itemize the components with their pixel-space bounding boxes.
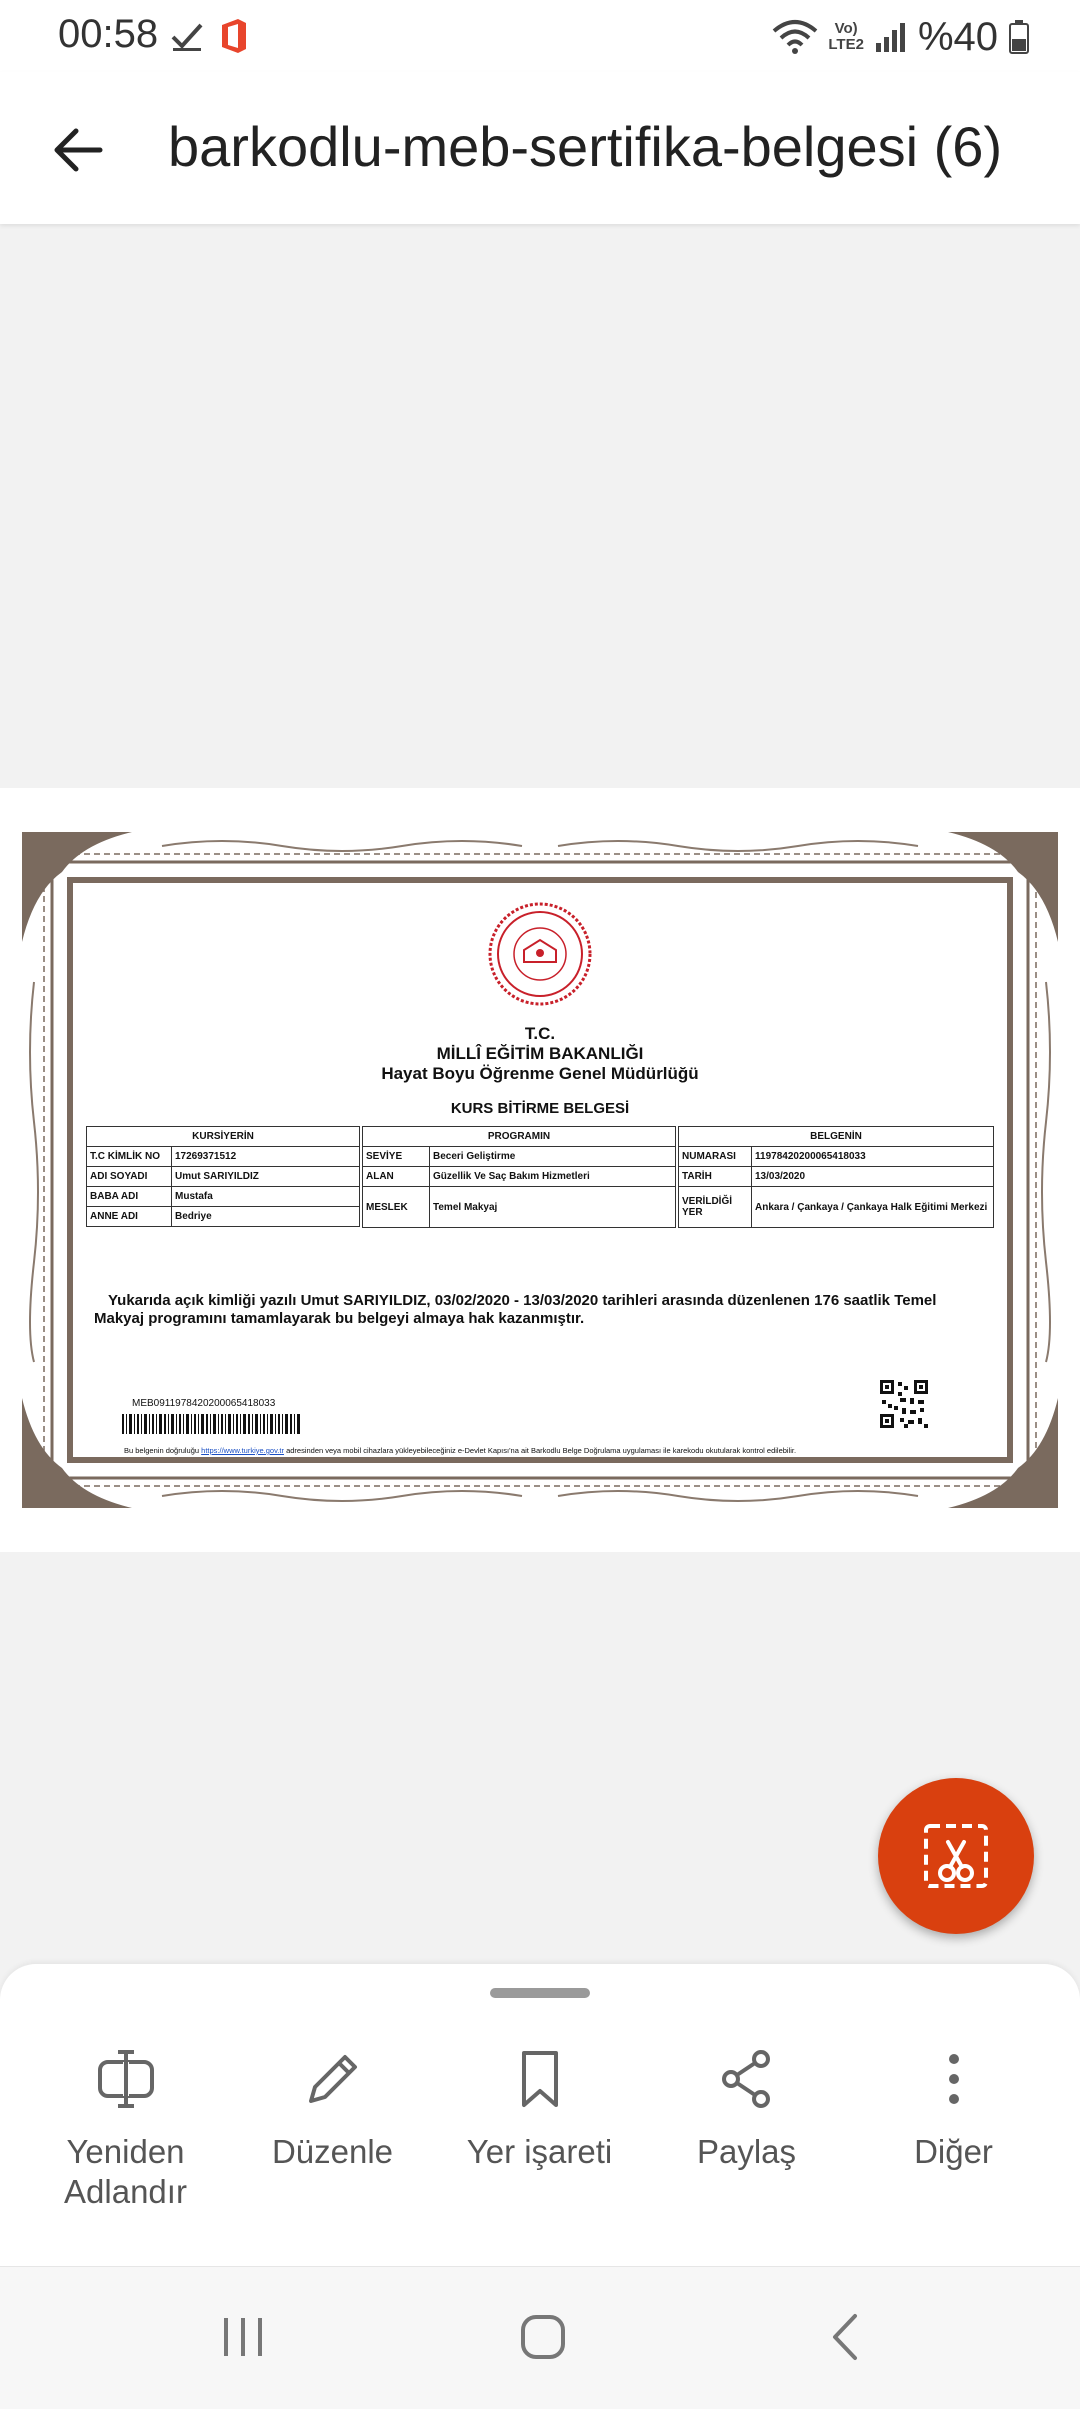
certificate-preview <box>22 832 1058 1508</box>
barcode-number: MEB09119784202000654180​33 <box>132 1398 276 1409</box>
system-nav-bar <box>0 2266 1080 2409</box>
table-row: BABA ADI Mustafa <box>87 1187 360 1207</box>
more-vertical-icon <box>924 2049 984 2109</box>
nav-back-button[interactable] <box>800 2297 890 2377</box>
app-bar <box>0 72 1080 224</box>
recents-button[interactable] <box>198 2297 288 2377</box>
table-row: T.C KİMLİK NO 17269371512 <box>87 1147 360 1167</box>
battery-icon <box>1008 19 1030 55</box>
bookmark-button[interactable]: Yer işareti <box>436 2044 643 2212</box>
verification-link[interactable]: https://www.turkiye.gov.tr <box>201 1446 284 1455</box>
table-row: ADI SOYADI Umut SARIYILDIZ <box>87 1167 360 1187</box>
status-time: 00:58 <box>58 12 159 56</box>
cert-heading: KURS BİTİRME BELGESİ <box>450 1100 630 1117</box>
qr-code <box>880 1380 928 1428</box>
signal-icon <box>874 21 908 53</box>
edit-button[interactable]: Düzenle <box>229 2044 436 2212</box>
table-programin <box>362 1126 676 1228</box>
cert-ministry: MİLLÎ EĞİTİM BAKANLIĞI <box>436 1044 644 1063</box>
wifi-icon <box>772 19 818 55</box>
table-row: NUMARASI 11978420200065418033 <box>679 1147 994 1167</box>
page-title: barkodlu-meb-sertifika-belgesi (6) <box>168 115 1003 178</box>
cert-tc: T.C. <box>524 1024 556 1043</box>
status-bar <box>0 0 1080 72</box>
bookmark-icon <box>510 2049 570 2109</box>
table-header: PROGRAMIN <box>363 1127 676 1147</box>
cert-directorate: Hayat Boyu Öğrenme Genel Müdürlüğü <box>381 1064 699 1083</box>
cert-statement: Yukarıda açık kimliği yazılı Umut SARIYILDIZ, 03/02/2020 - 13/03/2020 tarihleri arasında düzenlenen 176 saatlik Temel Makyaj programını tamamlayarak bu belgeyi almaya hak kazanmıştır. <box>94 1292 937 1327</box>
table-row: ANNE ADI Bedriye <box>87 1207 360 1227</box>
sheet-handle[interactable] <box>490 1988 590 1998</box>
share-button[interactable]: Paylaş <box>643 2044 850 2212</box>
verification-note: Bu belgenin doğruluğu https://www.turkiye.gov.tr adresinden veya mobil cihazlara yükleyebileceğiniz e-Devlet Kapısı'na ait Barkodlu Belge Doğrulama uygulaması ile karekodu okutularak kontrol edilebilir. <box>124 1446 797 1455</box>
rename-button[interactable]: Yeniden Adlandır <box>22 2044 229 2212</box>
volte-label: Vo) LTE2 <box>828 20 864 53</box>
home-button[interactable] <box>498 2297 588 2377</box>
home-icon <box>518 2312 568 2362</box>
table-kursiyerin <box>86 1126 360 1227</box>
bottom-action-sheet <box>0 1964 1080 2266</box>
back-button[interactable] <box>40 112 116 188</box>
table-row: MESLEK Temel Makyaj <box>363 1187 676 1228</box>
rename-icon <box>96 2049 156 2109</box>
crop-fab-button[interactable] <box>878 1778 1034 1934</box>
share-icon <box>717 2049 777 2109</box>
table-header: BELGENİN <box>679 1127 994 1147</box>
table-header: KURSİYERİN <box>87 1127 360 1147</box>
meb-seal <box>490 904 590 1004</box>
pencil-icon <box>303 2049 363 2109</box>
crop-scissors-icon <box>920 1820 992 1892</box>
recents-icon <box>218 2314 268 2360</box>
back-icon <box>825 2312 865 2362</box>
battery-percent: %40 <box>917 14 998 59</box>
table-belgenin <box>678 1126 994 1228</box>
checkmark-icon <box>170 19 204 53</box>
barcode <box>122 1414 300 1434</box>
table-row: SEVİYE Beceri Geliştirme <box>363 1147 676 1167</box>
table-row: ALAN Güzellik Ve Saç Bakım Hizmetleri <box>363 1167 676 1187</box>
more-button[interactable]: Diğer <box>850 2044 1057 2212</box>
table-row: VERİLDİĞİ YER Ankara / Çankaya / Çankaya Halk Eğitimi Merkezi <box>679 1187 994 1228</box>
office-icon <box>218 17 250 55</box>
arrow-left-icon <box>50 122 106 178</box>
table-row: TARİH 13/03/2020 <box>679 1167 994 1187</box>
